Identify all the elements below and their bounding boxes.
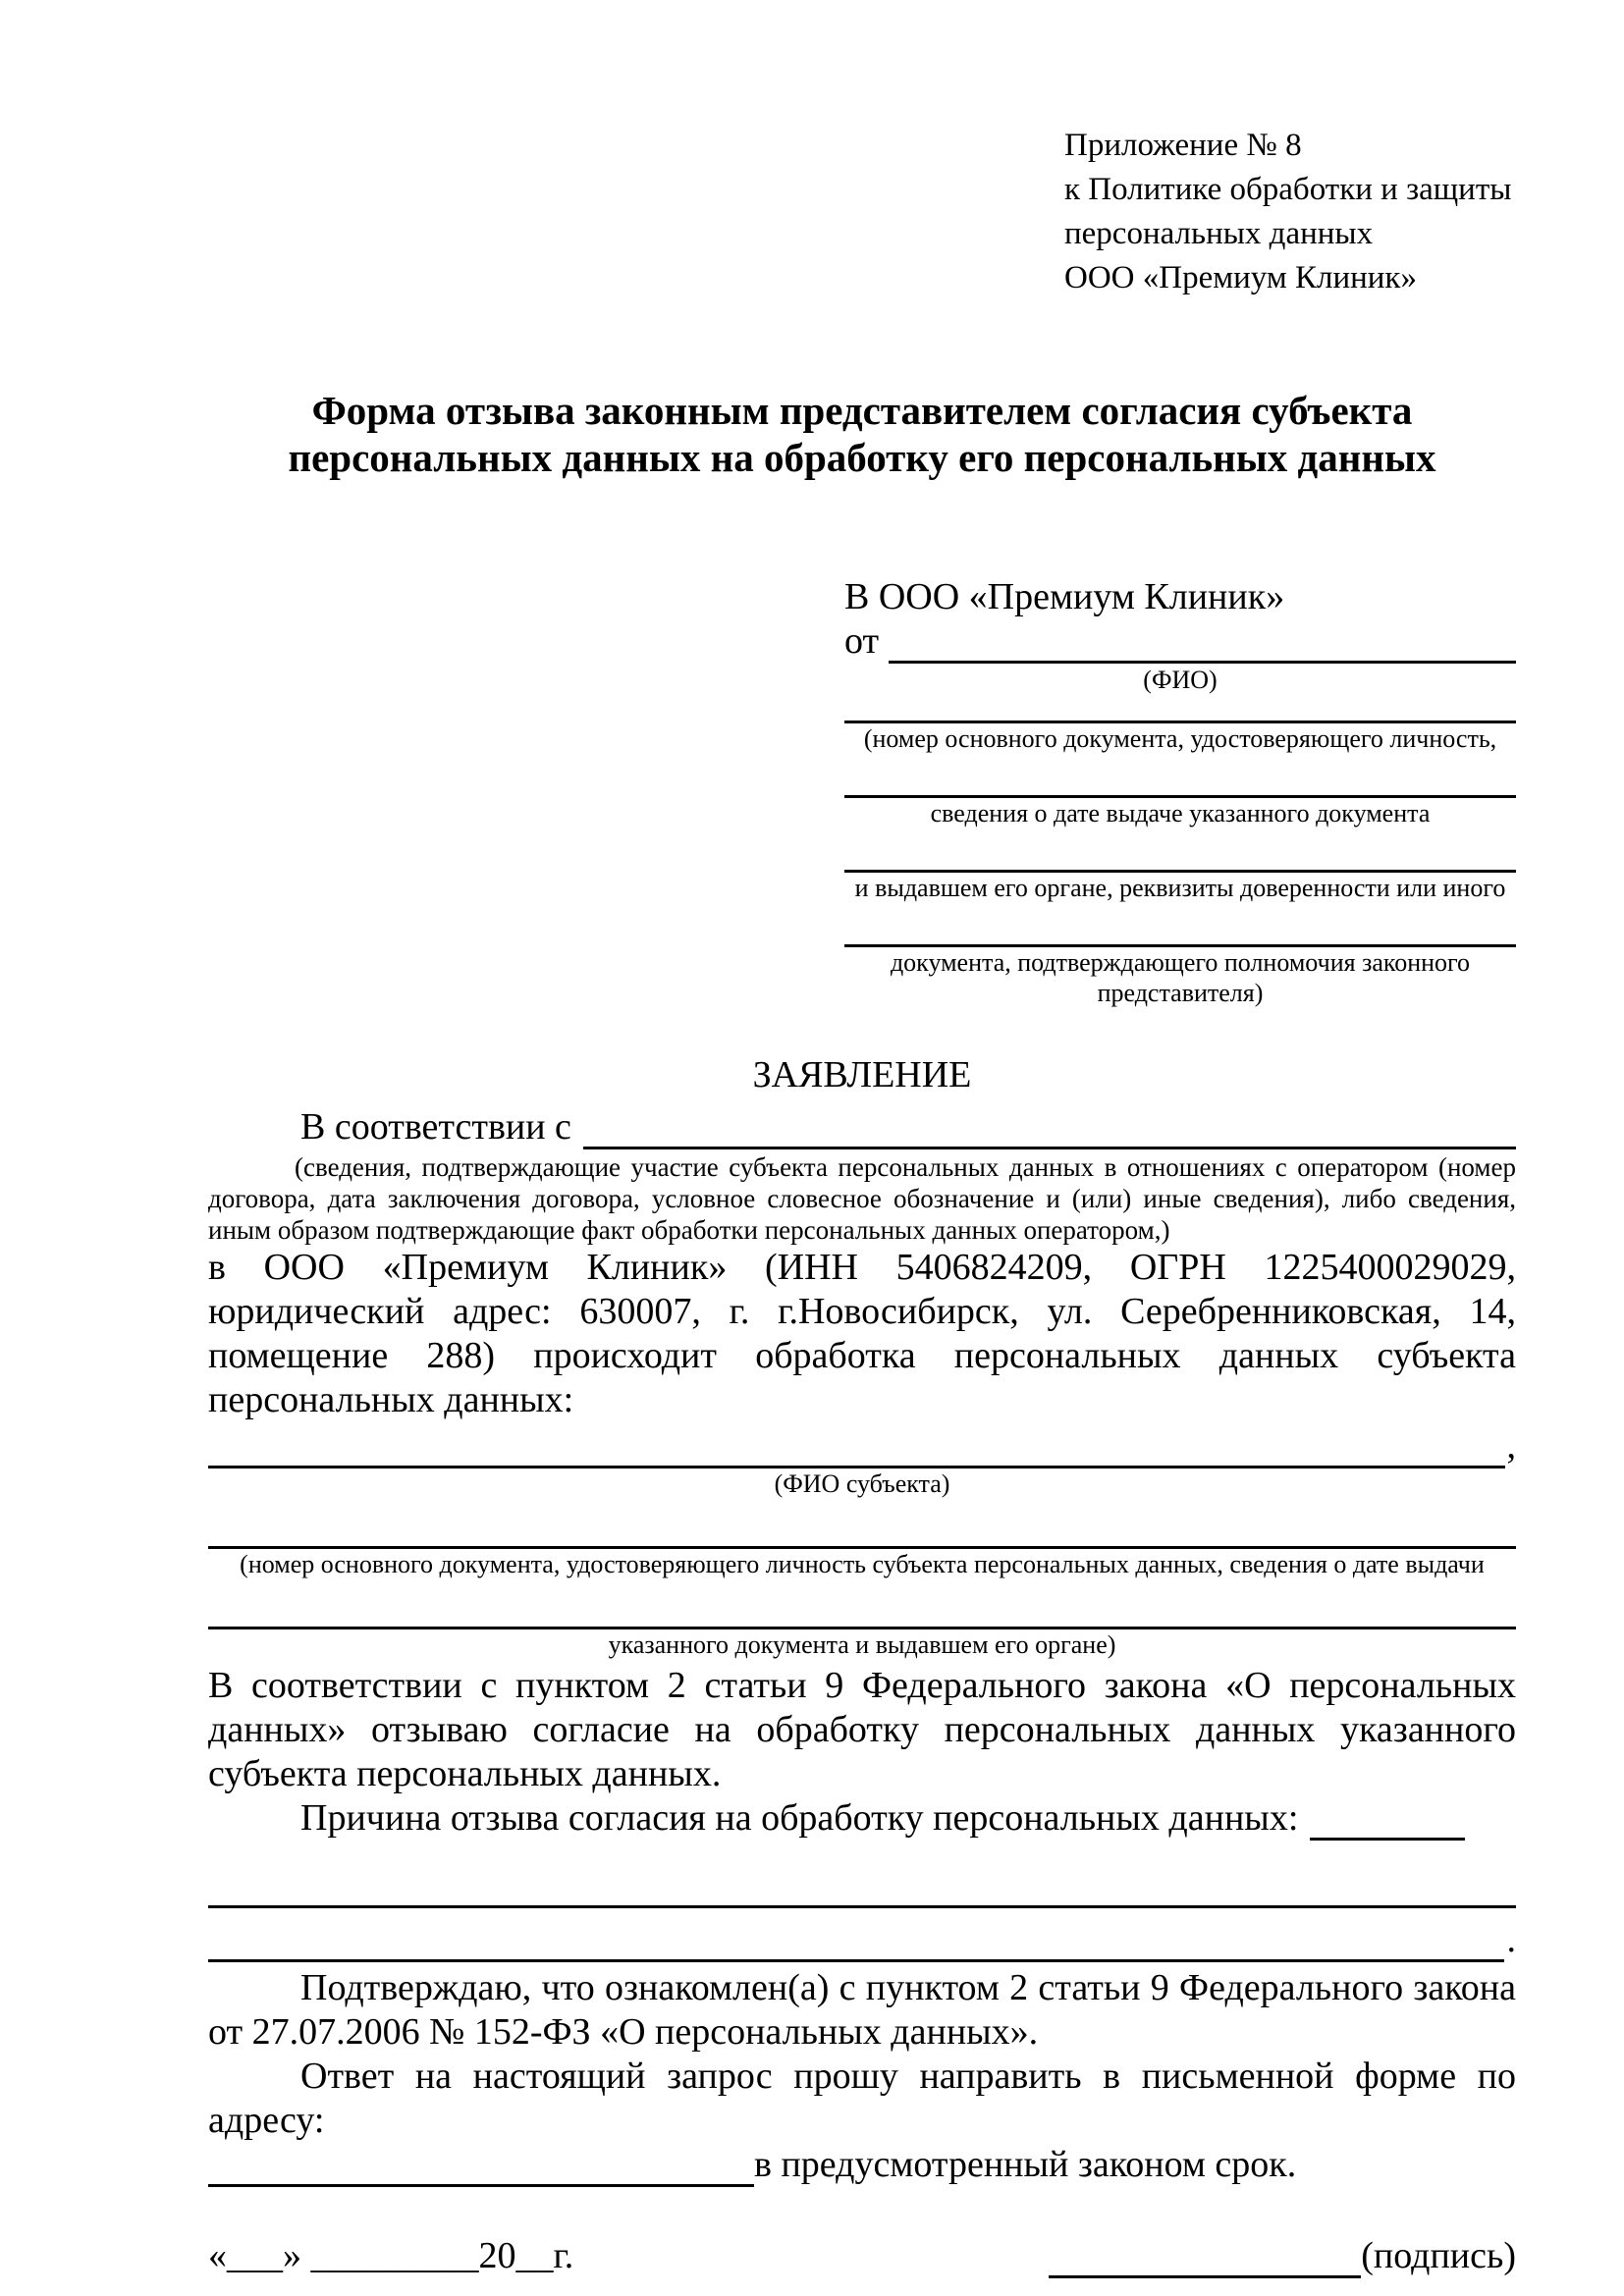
doc-blank-line-2	[844, 766, 1516, 798]
doc-line-caption-4: документа, подтверждающего полномочия законного представителя)	[890, 948, 1471, 1007]
doc-line-caption-1: (номер основного документа, удостоверяющего личность,	[863, 724, 1497, 753]
subject-fio-trailing-comma: ,	[1506, 1425, 1516, 1467]
addressee-to: В ООО «Премиум Клиник»	[844, 576, 1285, 617]
addressee-from-row	[844, 619, 1516, 664]
doc-blank-line-1	[844, 695, 1516, 723]
addressee-block	[844, 575, 1516, 1008]
appendix-line-2: к Политике обработки и защиты	[1064, 172, 1512, 207]
subject-doc-blank-line-1	[208, 1517, 1516, 1549]
signature-caption: (подпись)	[1361, 2235, 1516, 2276]
fio-caption: (ФИО)	[1143, 666, 1218, 694]
subject-fio-caption: (ФИО субъекта)	[774, 1469, 950, 1498]
signature-blank-line	[1049, 2242, 1361, 2278]
reply-suffix: в предусмотренный законом срок.	[754, 2144, 1297, 2185]
doc-line-caption-2: сведения о дате выдаче указанного документа	[930, 799, 1431, 828]
doc-blank-line-3	[844, 840, 1516, 873]
intro-blank-line	[583, 1113, 1516, 1149]
statement-heading: ЗАЯВЛЕНИЕ	[752, 1054, 972, 1095]
reason-trailing-period: .	[1506, 1919, 1516, 1960]
reason-extra-blank-line-1	[208, 1876, 1516, 1908]
confirmation-paragraph: Подтверждаю, что ознакомлен(а) с пунктом 2 статьи 9 Федерального закона от 27.07.2006 № 152-ФЗ «О персональных данных».	[208, 1967, 1516, 2053]
appendix-line-3: персональных данных	[1064, 216, 1374, 251]
reason-row	[208, 1796, 1516, 1841]
subject-fio-blank-line	[208, 1426, 1505, 1468]
reason-extra-blank-line-2	[208, 1920, 1504, 1962]
reply-paragraph: Ответ на настоящий запрос прошу направить в письменной форме по адресу:	[208, 2056, 1516, 2141]
appendix-block	[1064, 124, 1516, 300]
appendix-line-4: ООО «Премиум Клиник»	[1064, 260, 1417, 295]
intro-row	[208, 1105, 1516, 1149]
reply-address-blank-line	[208, 2147, 754, 2187]
subject-fio-row	[208, 1424, 1516, 1468]
from-label: от	[844, 620, 880, 662]
reason-extra-blank-row-2	[208, 1918, 1516, 1962]
intro-footnote: (сведения, подтверждающие участие субъекта персональных данных в отношениях с оператором (номер договора, дата заключения договора, условное словесное обозначение и (или) иные сведения), либо сведения, иным образом подтверждающие факт обработки персональных данных оператором,)	[208, 1152, 1516, 1245]
withdrawal-paragraph: В соответствии с пунктом 2 статьи 9 Федерального закона «О персональных данных» отзываю согласие на обработку персональных данных указанного субъекта персональных данных.	[208, 1665, 1516, 1794]
appendix-line-1: Приложение № 8	[1064, 128, 1302, 163]
document-title: Форма отзыва законным представителем согласия субъекта персональных данных на обработку его персональных данных	[288, 388, 1436, 480]
reason-label: Причина отзыва согласия на обработку персональных данных:	[300, 1797, 1299, 1839]
footer-row	[208, 2234, 1516, 2278]
intro-prefix: В соответствии с	[300, 1106, 571, 1148]
subject-doc-caption-1: (номер основного документа, удостоверяющего личность субъекта персональных данных, сведения о дате выдачи	[240, 1550, 1485, 1578]
subject-doc-caption-2: указанного документа и выдавшем его органе)	[608, 1630, 1116, 1659]
doc-line-caption-3: и выдавшем его органе, реквизиты доверенности или иного	[854, 874, 1506, 902]
reason-blank-line	[1310, 1804, 1465, 1841]
reply-address-row	[208, 2143, 1516, 2187]
document-content	[208, 0, 1516, 2278]
doc-blank-line-4	[844, 915, 1516, 947]
date-blank: «___» _________20__г.	[208, 2235, 574, 2276]
operator-paragraph: в ООО «Премиум Клиник» (ИНН 5406824209, ОГРН 1225400029029, юридический адрес: 630007, г. г.Новосибирск, ул. Серебренниковская, 14, помещение 288) происходит обработка персональных данных субъекта персональных данных:	[208, 1247, 1516, 1420]
signature-area	[1049, 2234, 1516, 2278]
subject-doc-blank-line-2	[208, 1597, 1516, 1629]
fio-blank-line	[889, 627, 1516, 664]
